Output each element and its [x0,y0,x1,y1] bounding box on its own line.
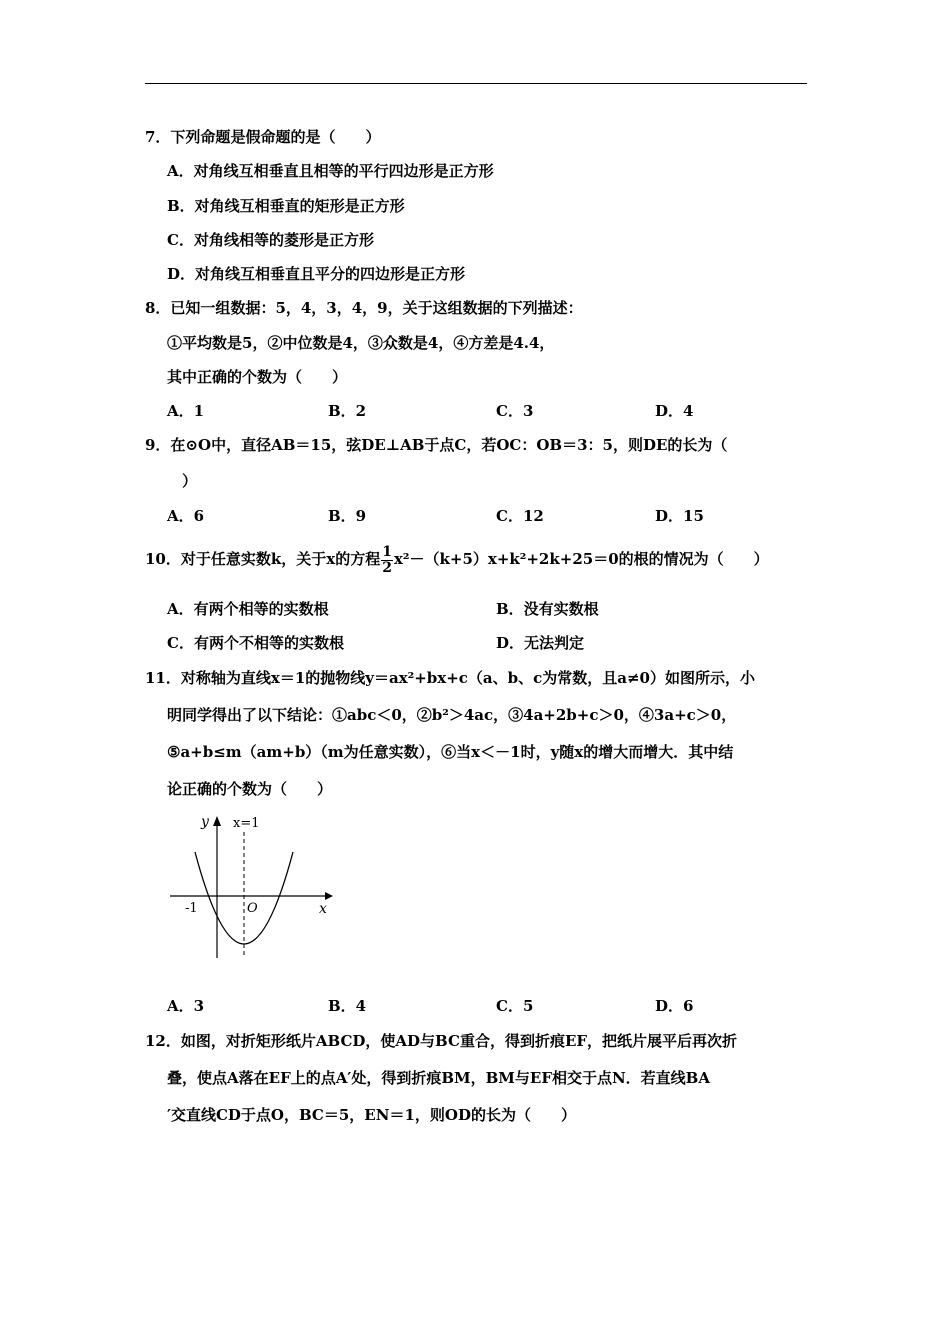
q7-option-b: B．对角线互相垂直的矩形是正方形 [167,197,405,215]
q10-option-c: C．有两个不相等的实数根 [167,634,344,652]
x-label: x [319,901,327,917]
q9-stem: 9．在⊙O中，直径AB＝15，弦DE⊥AB于点C，若OC：OB＝3：5，则DE的长为（ [145,436,728,454]
origin-label: O [247,901,258,916]
q12-line1: 12．如图，对折矩形纸片ABCD，使AD与BC重合，得到折痕EF，把纸片展平后再次折 [145,1032,738,1050]
q9-line2: ） [182,472,198,490]
q12-line2: 叠，使点A落在EF上的点A′处，得到折痕BM，BM与EF相交于点N．若直线BA [167,1069,710,1087]
q8-line3: 其中正确的个数为（ ） [167,368,348,386]
y-axis-arrow [213,816,221,826]
q8-option-c: C．3 [496,402,534,420]
q9-option-c: C．12 [496,507,544,525]
q8-option-b: B．2 [328,402,367,420]
q7-option-d: D．对角线互相垂直且平分的四边形是正方形 [167,265,466,283]
q7-stem: 7．下列命题是假命题的是（ ） [145,128,381,146]
q11-line3: ⑤a+b≤m（am+b）（m为任意实数），⑥当x＜－1时，y随x的增大而增大．其中结 [167,743,734,761]
q12-line3: ′交直线CD于点O，BC＝5，EN＝1，则OD的长为（ ） [167,1106,576,1124]
q11-option-d: D．6 [655,997,694,1015]
q9-option-d: D．15 [655,507,704,525]
q10-frac-num: 1 [382,543,392,560]
q10-stem-post: x²－（k+5）x+k²+2k+25＝0的根的情况为（ ） [393,550,769,568]
q10-stem-pre: 10．对于任意实数k，关于x的方程 [145,550,381,568]
q8-line2: ①平均数是5，②中位数是4，③众数是4，④方差是4.4， [167,334,555,352]
q9-option-a: A．6 [167,507,205,525]
q11-line2: 明同学得出了以下结论：①abc＜0，②b²＞4ac，③4a+2b+c＞0，④3a+c＞0， [167,706,737,724]
q8-option-a: A．1 [167,402,205,420]
q11-option-a: A．3 [167,997,205,1015]
q7-option-c: C．对角线相等的菱形是正方形 [167,231,374,249]
symmetry-label: x=1 [233,816,260,831]
q9-option-b: B．9 [328,507,367,525]
q11-option-c: C．5 [496,997,534,1015]
y-label: y [201,814,209,830]
q11-option-b: B．4 [328,997,367,1015]
q10-fraction [381,545,393,576]
q10-option-b: B．没有实数根 [496,600,599,618]
q11-line4: 论正确的个数为（ ） [167,780,333,798]
neg-one-label: -1 [185,901,198,916]
q8-stem: 8．已知一组数据：5，4，3，4，9，关于这组数据的下列描述： [145,299,583,317]
q8-option-d: D．4 [655,402,694,420]
q11-line1: 11．对称轴为直线x＝1的抛物线y＝ax²+bx+c（a、b、c为常数，且a≠0）如图所示，小 [145,669,755,687]
q10-stem [145,542,769,576]
header-rule [145,83,807,84]
q10-option-a: A．有两个相等的实数根 [167,600,329,618]
q10-option-d: D．无法判定 [496,634,585,652]
parabola-graph [165,810,340,965]
q7-option-a: A．对角线互相垂直且相等的平行四边形是正方形 [167,162,494,180]
x-axis-arrow [325,892,333,900]
q10-frac-den: 2 [382,559,392,576]
